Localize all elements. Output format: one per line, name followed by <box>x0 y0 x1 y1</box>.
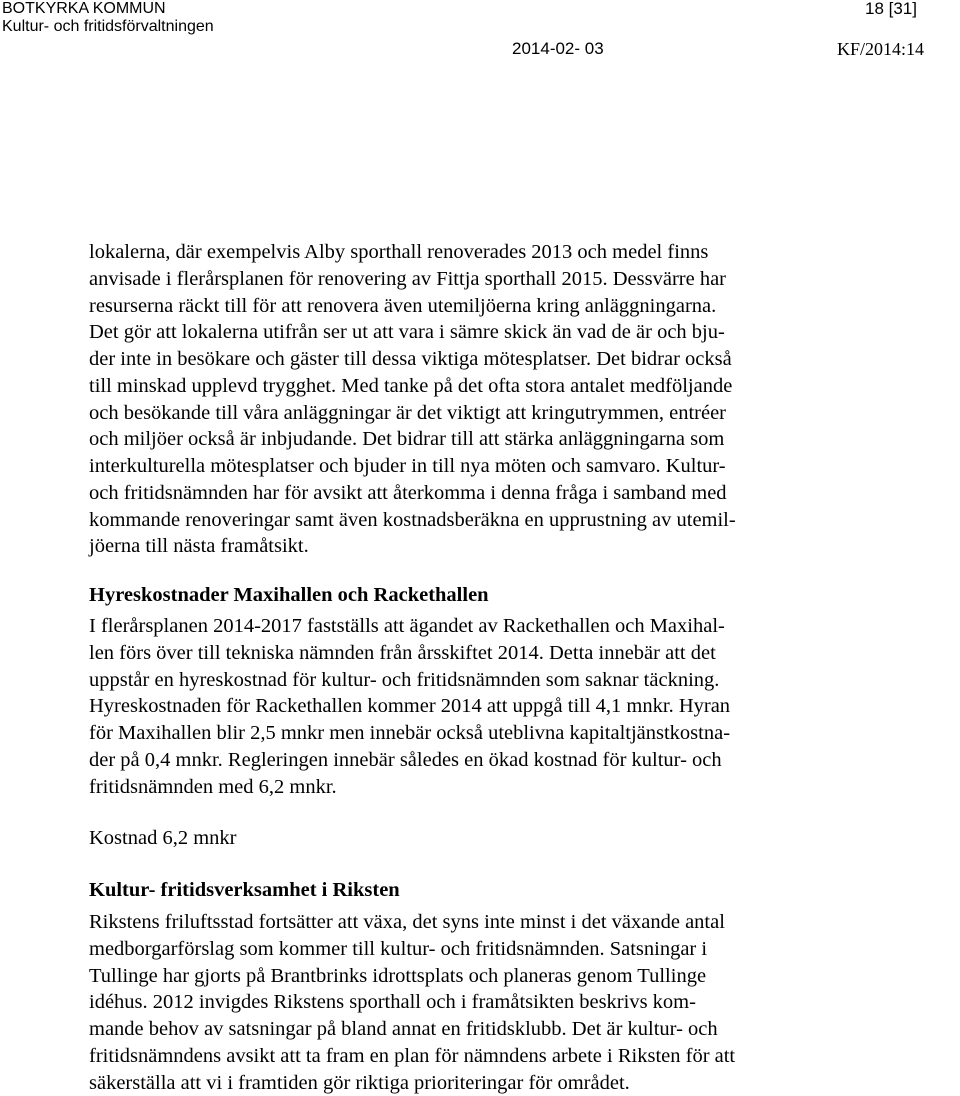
text-line: fritidsnämnden med 6,2 mnkr. <box>89 774 949 801</box>
text-line: lokalerna, där exempelvis Alby sporthall renoverades 2013 och medel finns <box>89 239 949 266</box>
text-line: säkerställa att vi i framtiden gör riktiga prioriteringar för området. <box>89 1070 949 1096</box>
text-line: till minskad upplevd trygghet. Med tanke på det ofta stora antalet medföljande <box>89 373 949 400</box>
text-line: Hyreskostnaden för Rackethallen kommer 2014 att uppgå till 4,1 mnkr. Hyran <box>89 693 949 720</box>
cost-summary: Kostnad 6,2 mnkr <box>89 825 949 852</box>
text-line: Det gör att lokalerna utifrån ser ut att vara i sämre skick än vad de är och bju- <box>89 319 949 346</box>
text-line: uppstår en hyreskostnad för kultur- och fritidsnämnden som saknar täckning. <box>89 667 949 694</box>
section-heading-rent-costs: Hyreskostnader Maxihallen och Rackethallen <box>89 582 949 608</box>
text-line: jöerna till nästa framåtsikt. <box>89 533 949 560</box>
paragraph-facilities <box>89 239 949 560</box>
text-line: Tullinge har gjorts på Brantbrinks idrottsplats och planeras genom Tullinge <box>89 963 949 990</box>
text-line: och miljöer också är inbjudande. Det bidrar till att stärka anläggningarna som <box>89 426 949 453</box>
paragraph-rent-costs <box>89 613 949 800</box>
text-line: Rikstens friluftsstad fortsätter att växa, det syns inte minst i det växande antal <box>89 909 949 936</box>
text-line: för Maxihallen blir 2,5 mnkr men innebär också uteblivna kapitaltjänstkostna- <box>89 720 949 747</box>
section-heading-riksten: Kultur- fritidsverksamhet i Riksten <box>89 877 949 903</box>
text-line: kommande renoveringar samt även kostnadsberäkna en upprustning av utemil- <box>89 507 949 534</box>
text-line: interkulturella mötesplatser och bjuder in till nya möten och samvaro. Kultur- <box>89 453 949 480</box>
text-line: I flerårsplanen 2014-2017 fastställs att ägandet av Rackethallen och Maxihal- <box>89 613 949 640</box>
page-number: 18 [31] <box>865 0 917 18</box>
text-line: resurserna räckt till för att renovera även utemiljöerna kring anläggningarna. <box>89 293 949 320</box>
text-line: och besökande till våra anläggningar är det viktigt att kringutrymmen, entréer <box>89 400 949 427</box>
text-line: mande behov av satsningar på bland annat en fritidsklubb. Det är kultur- och <box>89 1016 949 1043</box>
document-reference: KF/2014:14 <box>837 40 924 58</box>
text-line: anvisade i flerårsplanen för renovering av Fittja sporthall 2015. Dessvärre har <box>89 266 949 293</box>
text-line: der inte in besökare och gäster till dessa viktiga mötesplatser. Det bidrar också <box>89 346 949 373</box>
department-name: Kultur- och fritidsförvaltningen <box>2 18 214 36</box>
paragraph-riksten <box>89 909 949 1096</box>
text-line: der på 0,4 mnkr. Regleringen innebär således en ökad kostnad för kultur- och <box>89 747 949 774</box>
text-line: och fritidsnämnden har för avsikt att återkomma i denna fråga i samband med <box>89 480 949 507</box>
text-line: medborgarförslag som kommer till kultur- och fritidsnämnden. Satsningar i <box>89 936 949 963</box>
organization-name: BOTKYRKA KOMMUN <box>2 0 166 18</box>
text-line: idéhus. 2012 invigdes Rikstens sporthall och i framåtsikten beskrivs kom- <box>89 989 949 1016</box>
document-date: 2014-02- 03 <box>512 40 604 58</box>
text-line: len förs över till tekniska nämnden från årsskiftet 2014. Detta innebär att det <box>89 640 949 667</box>
text-line: fritidsnämndens avsikt att ta fram en plan för nämndens arbete i Riksten för att <box>89 1043 949 1070</box>
